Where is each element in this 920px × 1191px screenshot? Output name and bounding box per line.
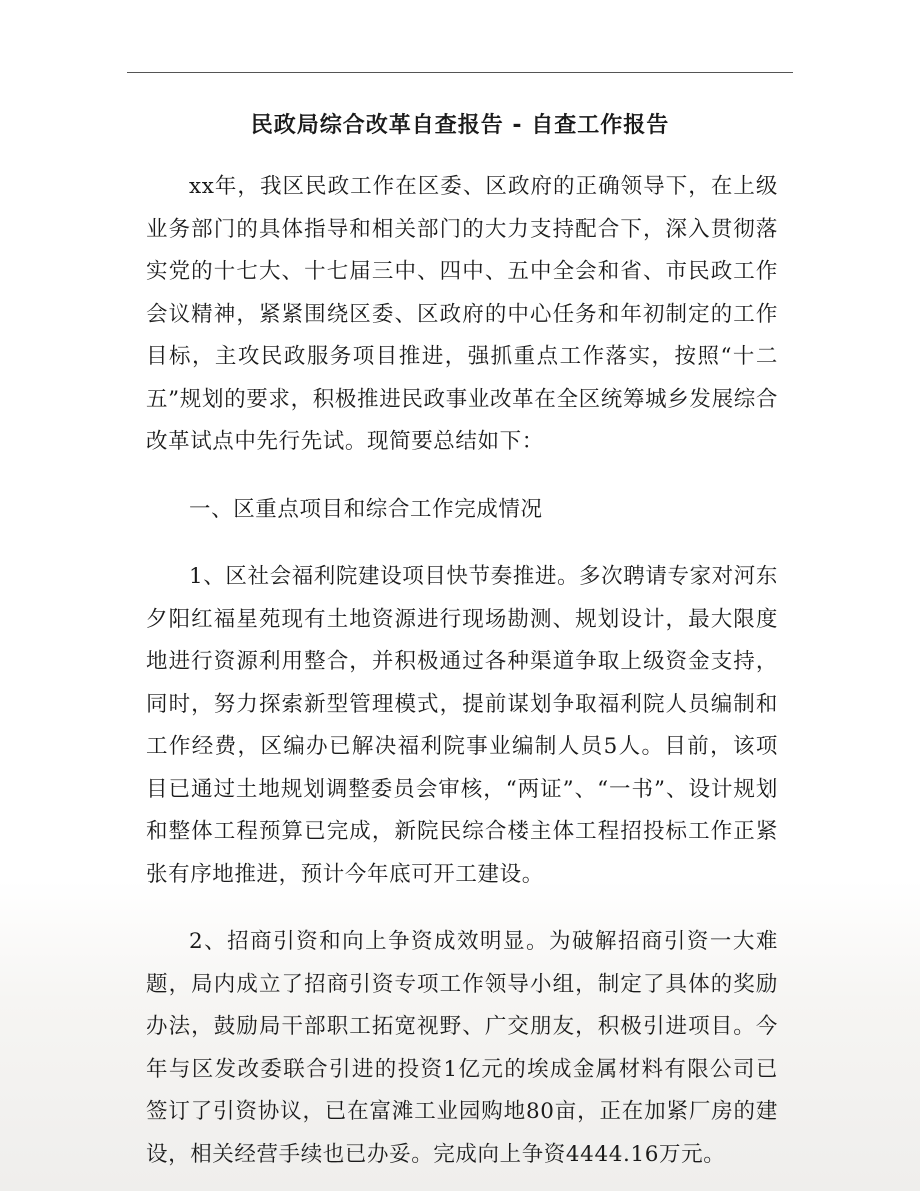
section-heading-1: 一、区重点项目和综合工作完成情况 <box>189 496 543 522</box>
header-rule <box>127 72 793 73</box>
item-paragraph-2: 2、招商引资和向上争资成效明显。为破解招商引资一大难题，局内成立了招商引资专项工作领导小组，制定了具体的奖励办法，鼓励局干部职工拓宽视野、广交朋友，积极引进项目。今年与区发改委联合引进的投资1亿元的埃成金属材料有限公司已签订了引资协议，已在富滩工业园购地80亩，正在加紧厂房的建设，相关经营手续也已办妥。完成向上争资4444.16万元。 <box>146 929 778 1167</box>
item-paragraph-1: 1、区社会福利院建设项目快节奏推进。多次聘请专家对河东夕阳红福星苑现有土地资源进行现场勘测、规划设计，最大限度地进行资源利用整合，并积极通过各种渠道争取上级资金支持，同时，努力探索新型管理模式，提前谋划争取福利院人员编制和工作经费，区编办已解决福利院事业编制人员5人。目前，该项目已通过土地规划调整委员会审核，“两证”、“一书”、设计规划和整体工程预算已完成，新院民综合楼主体工程招投标工作正紧张有序地推进，预计今年底可开工建设。 <box>146 564 778 887</box>
document-title: 民政局综合改革自查报告 - 自查工作报告 <box>250 113 670 138</box>
intro-paragraph: xx年，我区民政工作在区委、区政府的正确领导下，在上级业务部门的具体指导和相关部门的大力支持配合下，深入贯彻落实党的十七大、十七届三中、四中、五中全会和省、市民政工作会议精神，紧紧围绕区委、区政府的中心任务和年初制定的工作目标，主攻民政服务项目推进，强抓重点工作落实，按照“十二五”规划的要求，积极推进民政事业改革在全区统筹城乡发展综合改革试点中先行先试。现简要总结如下： <box>146 174 778 454</box>
document-body <box>146 166 778 1176</box>
